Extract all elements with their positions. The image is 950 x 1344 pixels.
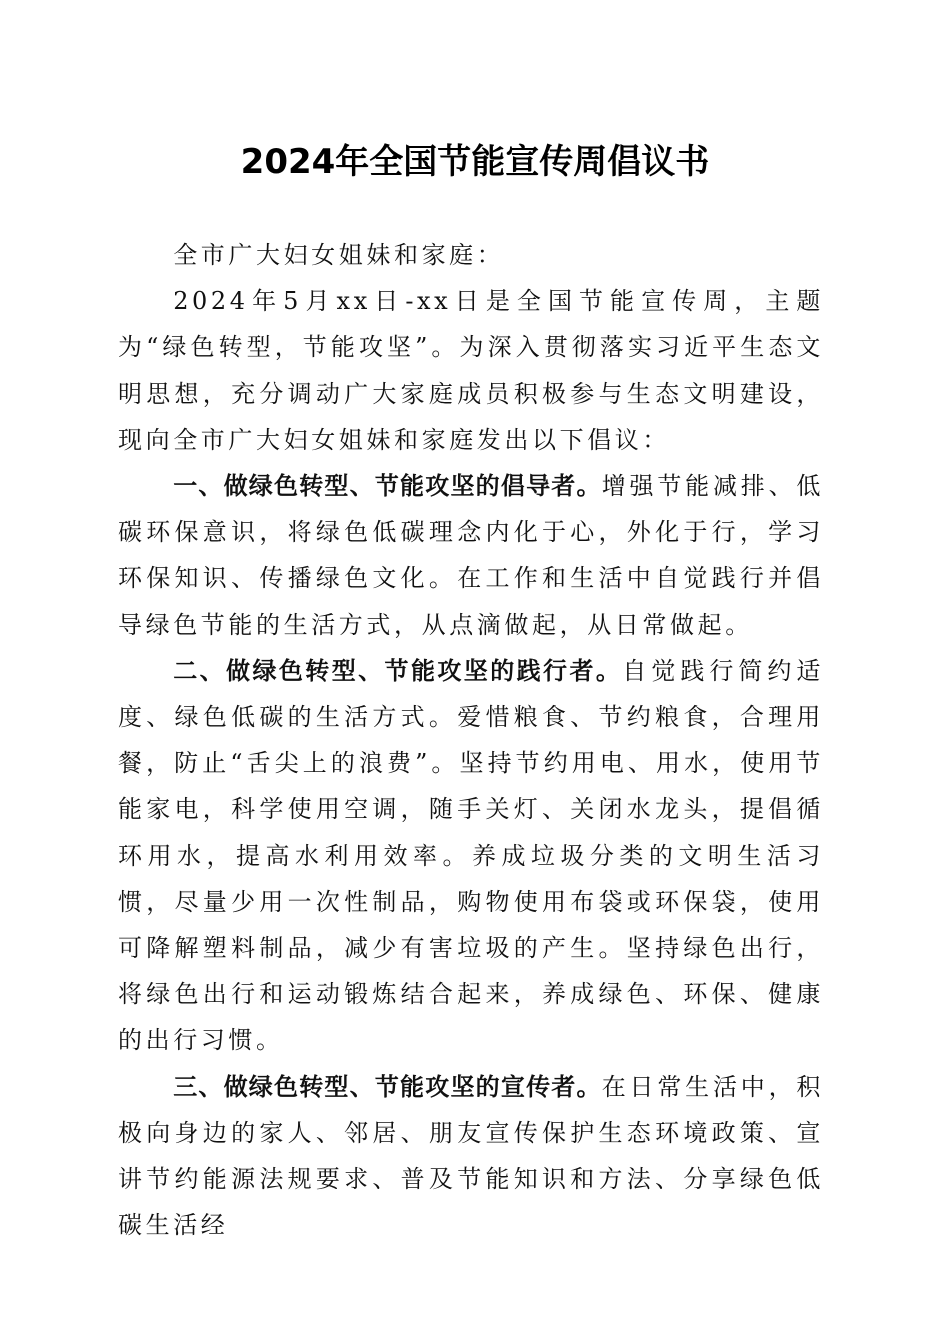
proposal-heading-3: 三、做绿色转型、节能攻坚的宣传者。: [173, 1072, 602, 1101]
document-title: 2024年全国节能宣传周倡议书: [240, 142, 710, 182]
proposal-text-3: 在日常生活中，积极向身边的家人、邻居、朋友宣传保护生态环境政策、宣讲节约能源法规要求、普及节能知识和方法、分享绿色低碳生活经: [118, 1072, 824, 1240]
proposal-paragraph-3: [118, 1064, 824, 1249]
proposal-paragraph-2: [118, 648, 824, 1064]
proposal-heading-2: 二、做绿色转型、节能攻坚的践行者。: [173, 656, 623, 685]
proposal-text-1: 增强节能减排、低碳环保意识，将绿色低碳理念内化于心，外化于行，学习环保知识、传播绿色文化。在工作和生活中自觉践行并倡导绿色节能的生活方式，从点滴做起，从日常做起。: [118, 472, 824, 639]
document-body: [118, 232, 824, 1248]
intro-paragraph: 2024年5月xx日-xx日是全国节能宣传周，主题为“绿色转型，节能攻坚”。为深入贯彻落实习近平生态文明思想，充分调动广大家庭成员积极参与生态文明建设，现向全市广大妇女姐妹和家庭发出以下倡议：: [118, 287, 824, 454]
proposal-text-2: 自觉践行简约适度、绿色低碳的生活方式。爱惜粮食、节约粮食，合理用餐，防止“舌尖上的浪费”。坚持节约用电、用水，使用节能家电，科学使用空调，随手关灯、关闭水龙头，提倡循环用水，提高水利用效率。养成垃圾分类的文明生活习惯，尽量少用一次性制品，购物使用布袋或环保袋，使用可降解塑料制品，减少有害垃圾的产生。坚持绿色出行，将绿色出行和运动锻炼结合起来，养成绿色、环保、健康的出行习惯。: [118, 656, 825, 1055]
proposal-heading-1: 一、做绿色转型、节能攻坚的倡导者。: [173, 472, 602, 501]
salutation: 全市广大妇女姐妹和家庭：: [173, 241, 505, 269]
proposal-paragraph-1: [118, 463, 824, 648]
